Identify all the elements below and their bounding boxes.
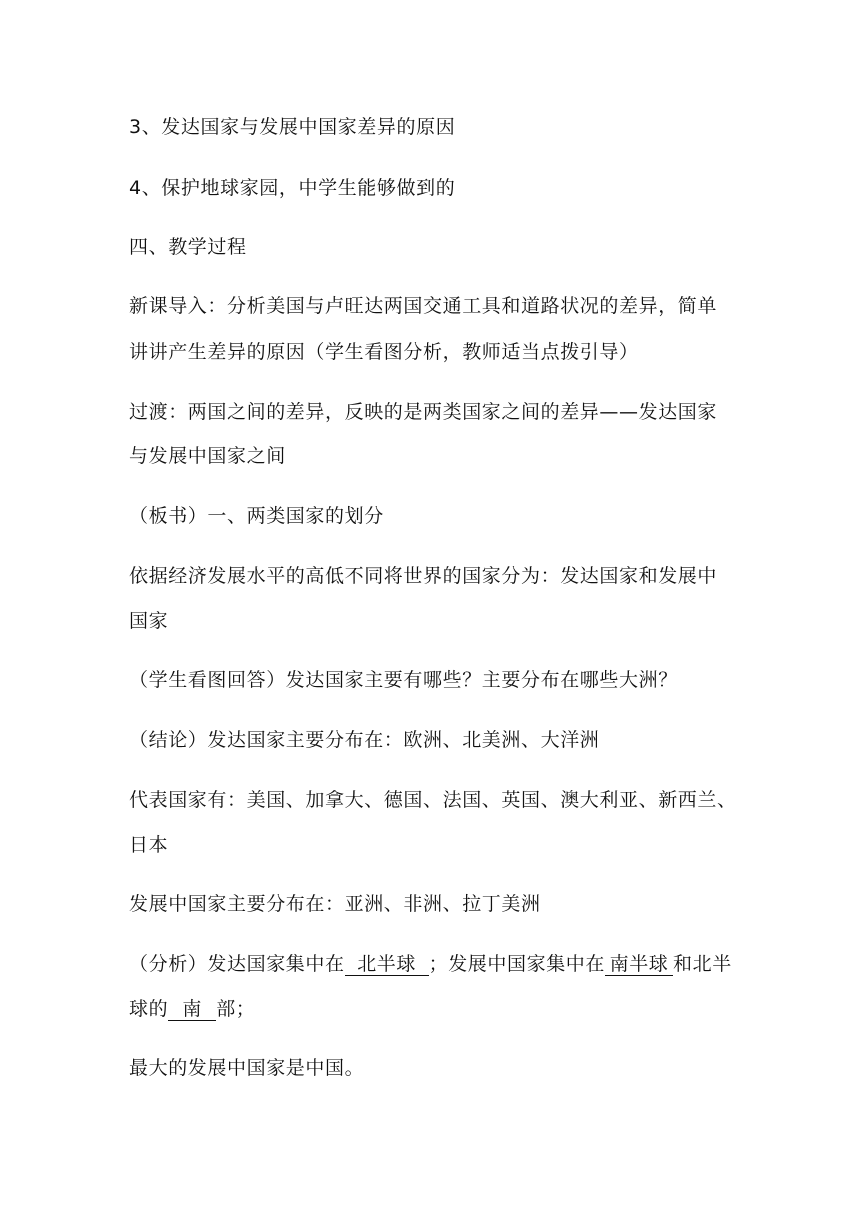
analysis-prefix: （分析）发达国家集中在 [129, 953, 345, 975]
text-line-countries-2: 日本 [129, 834, 169, 856]
answer-blank-1: 北半球 [345, 953, 429, 976]
text-line-classify-2: 国家 [129, 610, 169, 632]
text-line-analysis-2 [129, 996, 739, 1022]
analysis-line2-prefix: 球的 [129, 998, 169, 1020]
text-line-classify-1: 依据经济发展水平的高低不同将世界的国家分为：发达国家和发展中 [129, 565, 718, 587]
answer-blank-3: 南 [168, 998, 216, 1021]
text-line-intro-2: 讲讲产生差异的原因（学生看图分析，教师适当点拨引导） [129, 341, 639, 363]
text-line-intro-1: 新课导入：分析美国与卢旺达两国交通工具和道路状况的差异，简单 [129, 295, 718, 317]
text-line-analysis-1 [129, 951, 739, 977]
answer-blank-2: 南半球 [605, 953, 673, 976]
text-line-final: 最大的发展中国家是中国。 [129, 1057, 365, 1079]
text-line-transition-1: 过渡：两国之间的差异，反映的是两类国家之间的差异——发达国家 [129, 401, 718, 423]
text-line-countries-1: 代表国家有：美国、加拿大、德国、法国、英国、澳大利亚、新西兰、 [129, 789, 737, 811]
text-line-question: （学生看图回答）发达国家主要有哪些？主要分布在哪些大洲？ [129, 669, 678, 691]
text-line-transition-2: 与发展中国家之间 [129, 445, 286, 467]
text-line-conclusion: （结论）发达国家主要分布在：欧洲、北美洲、大洋洲 [129, 729, 600, 751]
text-line-developing: 发展中国家主要分布在：亚洲、非洲、拉丁美洲 [129, 893, 541, 915]
board-heading: （板书）一、两类国家的划分 [129, 505, 384, 527]
text-line-1: 3、发达国家与发展中国家差异的原因 [129, 116, 456, 138]
analysis-mid-1: ；发展中国家集中在 [428, 953, 606, 975]
analysis-mid-2: 和北半 [673, 953, 732, 975]
section-heading: 四、教学过程 [129, 236, 247, 258]
text-line-2: 4、保护地球家园，中学生能够做到的 [129, 177, 456, 199]
analysis-suffix: 部； [216, 998, 256, 1020]
